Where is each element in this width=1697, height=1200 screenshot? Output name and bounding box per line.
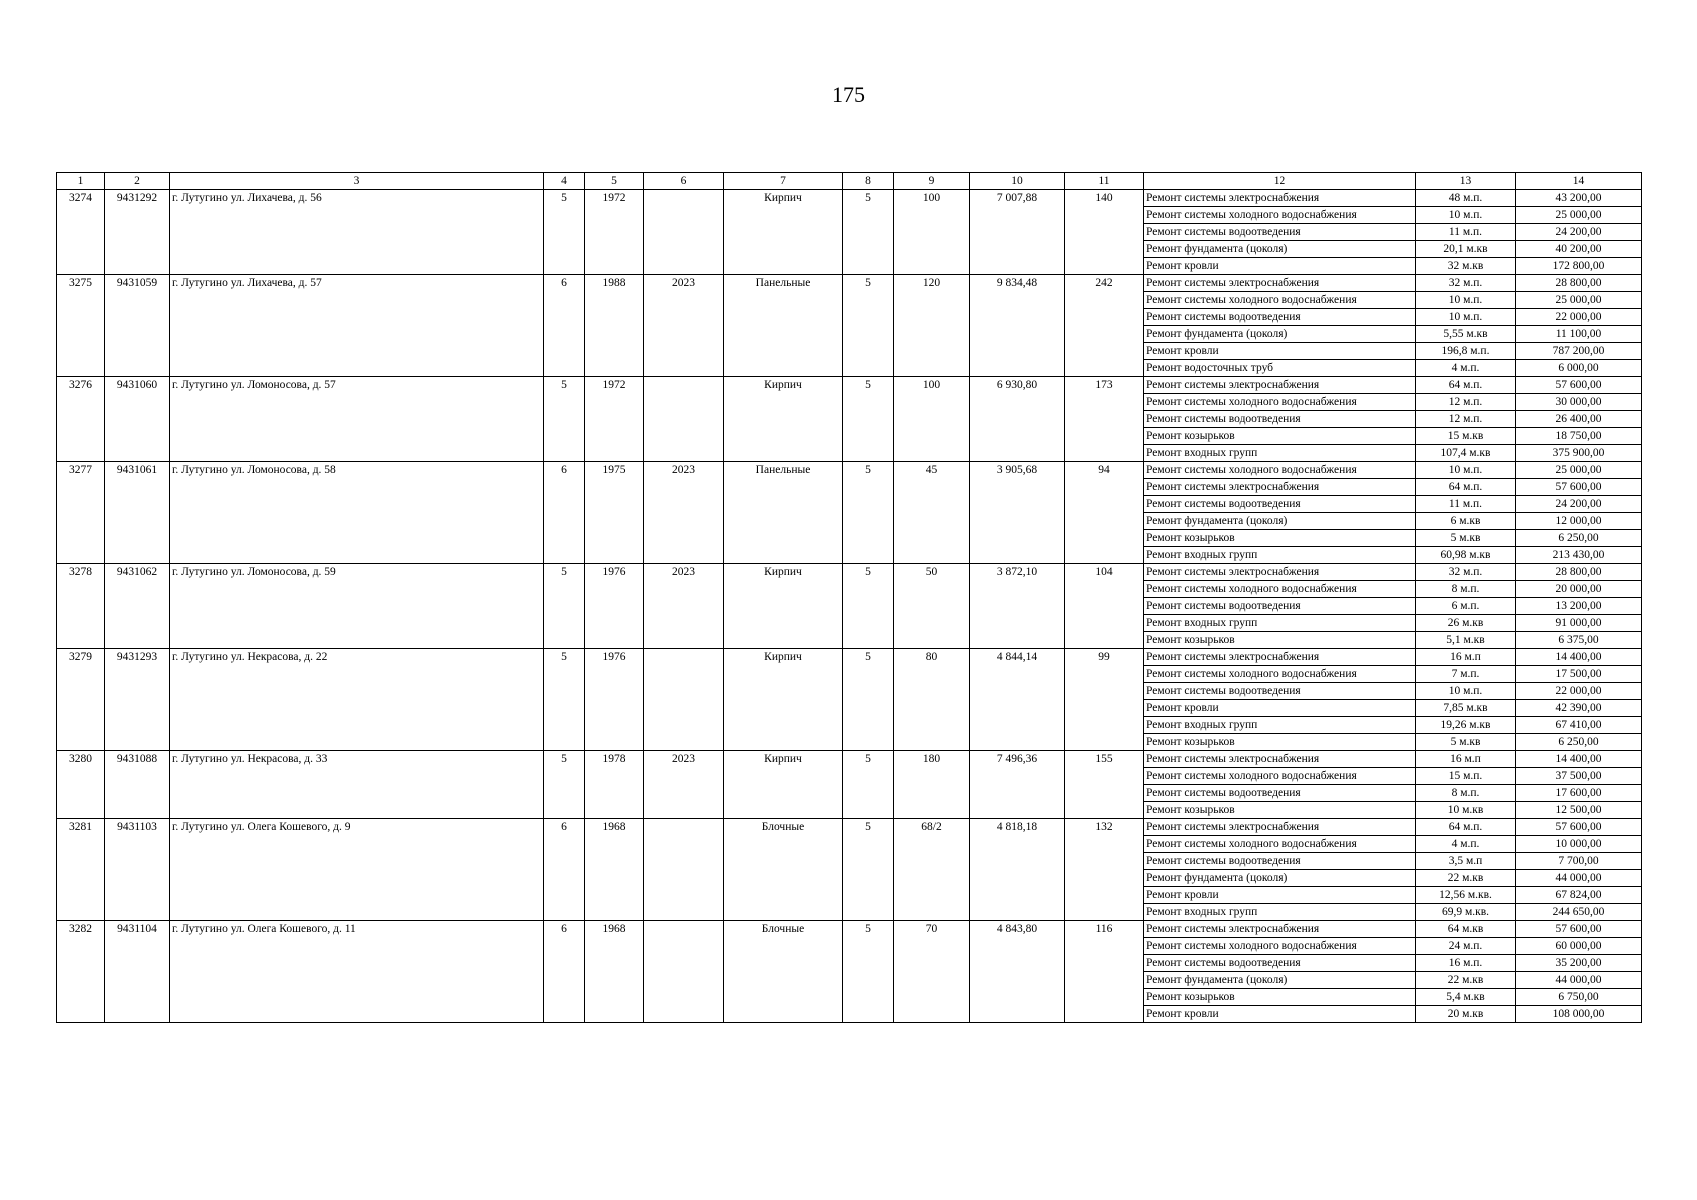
col-9-value: 180	[894, 751, 970, 819]
build-year: 1968	[585, 921, 644, 1023]
work-name: Ремонт козырьков	[1144, 632, 1416, 649]
work-name: Ремонт входных групп	[1144, 717, 1416, 734]
work-volume: 64 м.п.	[1416, 479, 1516, 496]
work-name: Ремонт системы холодного водоснабжения	[1144, 938, 1416, 955]
work-name: Ремонт фундамента (цоколя)	[1144, 513, 1416, 530]
work-cost: 24 200,00	[1516, 496, 1642, 513]
building-code: 9431292	[105, 190, 170, 275]
col-4-value: 5	[544, 751, 585, 819]
work-volume: 12 м.п.	[1416, 411, 1516, 428]
total-area: 4 843,80	[970, 921, 1065, 1023]
work-cost: 6 375,00	[1516, 632, 1642, 649]
work-volume: 22 м.кв	[1416, 972, 1516, 989]
work-cost: 375 900,00	[1516, 445, 1642, 462]
column-header: 9	[894, 173, 970, 190]
work-volume: 32 м.п.	[1416, 275, 1516, 292]
build-year: 1976	[585, 649, 644, 751]
building-row	[57, 921, 1642, 938]
col-8-value: 5	[843, 819, 894, 921]
work-name: Ремонт фундамента (цоколя)	[1144, 972, 1416, 989]
work-name: Ремонт входных групп	[1144, 615, 1416, 632]
col-9-value: 68/2	[894, 819, 970, 921]
col-8-value: 5	[843, 275, 894, 377]
building-code: 9431059	[105, 275, 170, 377]
work-cost: 40 200,00	[1516, 241, 1642, 258]
work-cost: 12 500,00	[1516, 802, 1642, 819]
work-cost: 14 400,00	[1516, 751, 1642, 768]
work-volume: 10 м.п.	[1416, 309, 1516, 326]
total-area: 7 007,88	[970, 190, 1065, 275]
col-11-value: 140	[1065, 190, 1144, 275]
work-cost: 787 200,00	[1516, 343, 1642, 360]
work-name: Ремонт системы холодного водоснабжения	[1144, 666, 1416, 683]
col-8-value: 5	[843, 921, 894, 1023]
work-volume: 5,1 м.кв	[1416, 632, 1516, 649]
wall-material: Кирпич	[724, 190, 843, 275]
work-cost: 213 430,00	[1516, 547, 1642, 564]
work-name: Ремонт системы холодного водоснабжения	[1144, 581, 1416, 598]
work-volume: 5,4 м.кв	[1416, 989, 1516, 1006]
building-code: 9431293	[105, 649, 170, 751]
work-volume: 10 м.кв	[1416, 802, 1516, 819]
wall-material: Кирпич	[724, 377, 843, 462]
work-cost: 14 400,00	[1516, 649, 1642, 666]
work-cost: 12 000,00	[1516, 513, 1642, 530]
work-name: Ремонт козырьков	[1144, 802, 1416, 819]
col-11-value: 104	[1065, 564, 1144, 649]
total-area: 4 844,14	[970, 649, 1065, 751]
work-name: Ремонт системы водоотведения	[1144, 309, 1416, 326]
col-11-value: 155	[1065, 751, 1144, 819]
work-cost: 57 600,00	[1516, 479, 1642, 496]
work-cost: 43 200,00	[1516, 190, 1642, 207]
work-name: Ремонт системы электроснабжения	[1144, 819, 1416, 836]
work-name: Ремонт системы водоотведения	[1144, 411, 1416, 428]
work-volume: 24 м.п.	[1416, 938, 1516, 955]
work-cost: 22 000,00	[1516, 309, 1642, 326]
work-volume: 10 м.п.	[1416, 462, 1516, 479]
col-9-value: 50	[894, 564, 970, 649]
col-11-value: 116	[1065, 921, 1144, 1023]
col-4-value: 6	[544, 275, 585, 377]
address: г. Лутугино ул. Олега Кошевого, д. 9	[170, 819, 544, 921]
col-6-value	[644, 921, 724, 1023]
column-header: 13	[1416, 173, 1516, 190]
work-cost: 67 410,00	[1516, 717, 1642, 734]
address: г. Лутугино ул. Ломоносова, д. 57	[170, 377, 544, 462]
work-volume: 16 м.п	[1416, 649, 1516, 666]
build-year: 1978	[585, 751, 644, 819]
work-cost: 30 000,00	[1516, 394, 1642, 411]
work-name: Ремонт системы холодного водоснабжения	[1144, 768, 1416, 785]
work-cost: 25 000,00	[1516, 462, 1642, 479]
row-number: 3281	[57, 819, 105, 921]
column-header: 10	[970, 173, 1065, 190]
work-name: Ремонт системы электроснабжения	[1144, 921, 1416, 938]
work-volume: 4 м.п.	[1416, 836, 1516, 853]
work-volume: 15 м.кв	[1416, 428, 1516, 445]
work-cost: 20 000,00	[1516, 581, 1642, 598]
col-11-value: 173	[1065, 377, 1144, 462]
total-area: 3 905,68	[970, 462, 1065, 564]
work-cost: 7 700,00	[1516, 853, 1642, 870]
work-volume: 12,56 м.кв.	[1416, 887, 1516, 904]
work-cost: 6 750,00	[1516, 989, 1642, 1006]
build-year: 1988	[585, 275, 644, 377]
col-9-value: 100	[894, 377, 970, 462]
work-volume: 8 м.п.	[1416, 581, 1516, 598]
work-volume: 32 м.кв	[1416, 258, 1516, 275]
work-name: Ремонт фундамента (цоколя)	[1144, 326, 1416, 343]
work-name: Ремонт входных групп	[1144, 445, 1416, 462]
building-code: 9431103	[105, 819, 170, 921]
row-number: 3280	[57, 751, 105, 819]
column-header: 12	[1144, 173, 1416, 190]
building-code: 9431104	[105, 921, 170, 1023]
work-volume: 8 м.п.	[1416, 785, 1516, 802]
address: г. Лутугино ул. Лихачева, д. 57	[170, 275, 544, 377]
work-name: Ремонт системы водоотведения	[1144, 224, 1416, 241]
work-volume: 10 м.п.	[1416, 683, 1516, 700]
col-9-value: 100	[894, 190, 970, 275]
work-volume: 196,8 м.п.	[1416, 343, 1516, 360]
work-name: Ремонт системы холодного водоснабжения	[1144, 394, 1416, 411]
work-name: Ремонт системы холодного водоснабжения	[1144, 292, 1416, 309]
work-volume: 15 м.п.	[1416, 768, 1516, 785]
col-8-value: 5	[843, 564, 894, 649]
total-area: 6 930,80	[970, 377, 1065, 462]
work-volume: 4 м.п.	[1416, 360, 1516, 377]
column-header: 14	[1516, 173, 1642, 190]
col-9-value: 120	[894, 275, 970, 377]
work-cost: 244 650,00	[1516, 904, 1642, 921]
work-cost: 6 250,00	[1516, 530, 1642, 547]
work-cost: 57 600,00	[1516, 819, 1642, 836]
row-number: 3274	[57, 190, 105, 275]
row-number: 3276	[57, 377, 105, 462]
work-volume: 20,1 м.кв	[1416, 241, 1516, 258]
work-volume: 69,9 м.кв.	[1416, 904, 1516, 921]
address: г. Лутугино ул. Олега Кошевого, д. 11	[170, 921, 544, 1023]
work-cost: 35 200,00	[1516, 955, 1642, 972]
address: г. Лутугино ул. Некрасова, д. 33	[170, 751, 544, 819]
work-name: Ремонт водосточных труб	[1144, 360, 1416, 377]
work-cost: 28 800,00	[1516, 564, 1642, 581]
col-4-value: 5	[544, 649, 585, 751]
work-volume: 5 м.кв	[1416, 734, 1516, 751]
col-6-value: 2023	[644, 275, 724, 377]
work-name: Ремонт системы холодного водоснабжения	[1144, 207, 1416, 224]
work-name: Ремонт системы водоотведения	[1144, 683, 1416, 700]
address: г. Лутугино ул. Лихачева, д. 56	[170, 190, 544, 275]
row-number: 3282	[57, 921, 105, 1023]
work-volume: 20 м.кв	[1416, 1006, 1516, 1023]
col-11-value: 94	[1065, 462, 1144, 564]
col-4-value: 6	[544, 819, 585, 921]
work-name: Ремонт системы электроснабжения	[1144, 190, 1416, 207]
column-header: 2	[105, 173, 170, 190]
work-name: Ремонт системы электроснабжения	[1144, 564, 1416, 581]
work-name: Ремонт кровли	[1144, 258, 1416, 275]
work-name: Ремонт системы электроснабжения	[1144, 751, 1416, 768]
work-cost: 108 000,00	[1516, 1006, 1642, 1023]
work-volume: 5,55 м.кв	[1416, 326, 1516, 343]
row-number: 3277	[57, 462, 105, 564]
column-header: 6	[644, 173, 724, 190]
build-year: 1975	[585, 462, 644, 564]
work-volume: 64 м.п.	[1416, 377, 1516, 394]
work-name: Ремонт кровли	[1144, 1006, 1416, 1023]
building-row	[57, 751, 1642, 768]
build-year: 1972	[585, 190, 644, 275]
work-volume: 7,85 м.кв	[1416, 700, 1516, 717]
column-header: 1	[57, 173, 105, 190]
work-volume: 12 м.п.	[1416, 394, 1516, 411]
address: г. Лутугино ул. Некрасова, д. 22	[170, 649, 544, 751]
work-cost: 28 800,00	[1516, 275, 1642, 292]
work-name: Ремонт кровли	[1144, 887, 1416, 904]
building-row	[57, 462, 1642, 479]
work-cost: 42 390,00	[1516, 700, 1642, 717]
work-volume: 3,5 м.п	[1416, 853, 1516, 870]
column-header: 8	[843, 173, 894, 190]
total-area: 3 872,10	[970, 564, 1065, 649]
work-cost: 44 000,00	[1516, 972, 1642, 989]
build-year: 1968	[585, 819, 644, 921]
work-volume: 6 м.п.	[1416, 598, 1516, 615]
work-cost: 6 000,00	[1516, 360, 1642, 377]
col-4-value: 5	[544, 377, 585, 462]
work-name: Ремонт системы электроснабжения	[1144, 479, 1416, 496]
building-code: 9431060	[105, 377, 170, 462]
work-cost: 22 000,00	[1516, 683, 1642, 700]
col-4-value: 6	[544, 462, 585, 564]
wall-material: Блочные	[724, 921, 843, 1023]
address: г. Лутугино ул. Ломоносова, д. 59	[170, 564, 544, 649]
work-name: Ремонт козырьков	[1144, 989, 1416, 1006]
work-volume: 60,98 м.кв	[1416, 547, 1516, 564]
work-name: Ремонт системы электроснабжения	[1144, 275, 1416, 292]
work-name: Ремонт системы холодного водоснабжения	[1144, 836, 1416, 853]
work-name: Ремонт системы электроснабжения	[1144, 377, 1416, 394]
wall-material: Панельные	[724, 462, 843, 564]
work-volume: 107,4 м.кв	[1416, 445, 1516, 462]
wall-material: Кирпич	[724, 751, 843, 819]
col-11-value: 132	[1065, 819, 1144, 921]
work-name: Ремонт системы водоотведения	[1144, 955, 1416, 972]
work-cost: 67 824,00	[1516, 887, 1642, 904]
wall-material: Блочные	[724, 819, 843, 921]
col-6-value: 2023	[644, 462, 724, 564]
building-row	[57, 819, 1642, 836]
col-8-value: 5	[843, 190, 894, 275]
work-name: Ремонт козырьков	[1144, 428, 1416, 445]
work-name: Ремонт системы электроснабжения	[1144, 649, 1416, 666]
work-name: Ремонт системы водоотведения	[1144, 598, 1416, 615]
work-volume: 10 м.п.	[1416, 207, 1516, 224]
work-volume: 22 м.кв	[1416, 870, 1516, 887]
work-cost: 172 800,00	[1516, 258, 1642, 275]
work-cost: 60 000,00	[1516, 938, 1642, 955]
col-6-value	[644, 819, 724, 921]
col-8-value: 5	[843, 649, 894, 751]
work-cost: 6 250,00	[1516, 734, 1642, 751]
work-cost: 37 500,00	[1516, 768, 1642, 785]
col-6-value	[644, 190, 724, 275]
col-9-value: 80	[894, 649, 970, 751]
work-cost: 17 500,00	[1516, 666, 1642, 683]
row-number: 3279	[57, 649, 105, 751]
column-header: 4	[544, 173, 585, 190]
col-9-value: 45	[894, 462, 970, 564]
col-11-value: 242	[1065, 275, 1144, 377]
col-9-value: 70	[894, 921, 970, 1023]
column-header: 5	[585, 173, 644, 190]
wall-material: Кирпич	[724, 564, 843, 649]
address: г. Лутугино ул. Ломоносова, д. 58	[170, 462, 544, 564]
col-8-value: 5	[843, 377, 894, 462]
col-11-value: 99	[1065, 649, 1144, 751]
col-6-value: 2023	[644, 751, 724, 819]
col-8-value: 5	[843, 462, 894, 564]
building-row	[57, 377, 1642, 394]
col-6-value	[644, 649, 724, 751]
work-cost: 26 400,00	[1516, 411, 1642, 428]
work-cost: 57 600,00	[1516, 921, 1642, 938]
total-area: 4 818,18	[970, 819, 1065, 921]
work-name: Ремонт кровли	[1144, 700, 1416, 717]
work-volume: 16 м.п.	[1416, 955, 1516, 972]
work-volume: 48 м.п.	[1416, 190, 1516, 207]
wall-material: Кирпич	[724, 649, 843, 751]
work-name: Ремонт кровли	[1144, 343, 1416, 360]
work-name: Ремонт системы водоотведения	[1144, 853, 1416, 870]
work-volume: 11 м.п.	[1416, 224, 1516, 241]
work-name: Ремонт системы холодного водоснабжения	[1144, 462, 1416, 479]
col-8-value: 5	[843, 751, 894, 819]
work-volume: 11 м.п.	[1416, 496, 1516, 513]
building-code: 9431062	[105, 564, 170, 649]
col-6-value: 2023	[644, 564, 724, 649]
work-volume: 7 м.п.	[1416, 666, 1516, 683]
work-name: Ремонт козырьков	[1144, 530, 1416, 547]
total-area: 9 834,48	[970, 275, 1065, 377]
work-cost: 11 100,00	[1516, 326, 1642, 343]
work-cost: 18 750,00	[1516, 428, 1642, 445]
col-4-value: 5	[544, 564, 585, 649]
col-6-value	[644, 377, 724, 462]
column-numbers-row	[57, 173, 1642, 190]
work-name: Ремонт системы водоотведения	[1144, 785, 1416, 802]
work-cost: 91 000,00	[1516, 615, 1642, 632]
work-cost: 25 000,00	[1516, 207, 1642, 224]
repair-register-table	[56, 172, 1642, 1023]
total-area: 7 496,36	[970, 751, 1065, 819]
row-number: 3278	[57, 564, 105, 649]
column-header: 7	[724, 173, 843, 190]
col-4-value: 6	[544, 921, 585, 1023]
work-volume: 5 м.кв	[1416, 530, 1516, 547]
work-volume: 10 м.п.	[1416, 292, 1516, 309]
work-cost: 17 600,00	[1516, 785, 1642, 802]
column-header: 11	[1065, 173, 1144, 190]
build-year: 1972	[585, 377, 644, 462]
work-cost: 57 600,00	[1516, 377, 1642, 394]
building-row	[57, 649, 1642, 666]
column-header: 3	[170, 173, 544, 190]
col-4-value: 5	[544, 190, 585, 275]
work-volume: 6 м.кв	[1416, 513, 1516, 530]
work-name: Ремонт фундамента (цоколя)	[1144, 870, 1416, 887]
building-row	[57, 564, 1642, 581]
work-volume: 64 м.п.	[1416, 819, 1516, 836]
row-number: 3275	[57, 275, 105, 377]
page-number: 175	[832, 82, 865, 107]
building-row	[57, 275, 1642, 292]
work-volume: 32 м.п.	[1416, 564, 1516, 581]
build-year: 1976	[585, 564, 644, 649]
work-cost: 13 200,00	[1516, 598, 1642, 615]
work-name: Ремонт входных групп	[1144, 547, 1416, 564]
work-name: Ремонт козырьков	[1144, 734, 1416, 751]
building-code: 9431088	[105, 751, 170, 819]
building-row	[57, 190, 1642, 207]
work-volume: 26 м.кв	[1416, 615, 1516, 632]
building-code: 9431061	[105, 462, 170, 564]
work-name: Ремонт входных групп	[1144, 904, 1416, 921]
work-cost: 25 000,00	[1516, 292, 1642, 309]
work-volume: 16 м.п	[1416, 751, 1516, 768]
work-cost: 24 200,00	[1516, 224, 1642, 241]
work-volume: 19,26 м.кв	[1416, 717, 1516, 734]
work-name: Ремонт фундамента (цоколя)	[1144, 241, 1416, 258]
work-cost: 44 000,00	[1516, 870, 1642, 887]
work-cost: 10 000,00	[1516, 836, 1642, 853]
work-name: Ремонт системы водоотведения	[1144, 496, 1416, 513]
wall-material: Панельные	[724, 275, 843, 377]
work-volume: 64 м.кв	[1416, 921, 1516, 938]
